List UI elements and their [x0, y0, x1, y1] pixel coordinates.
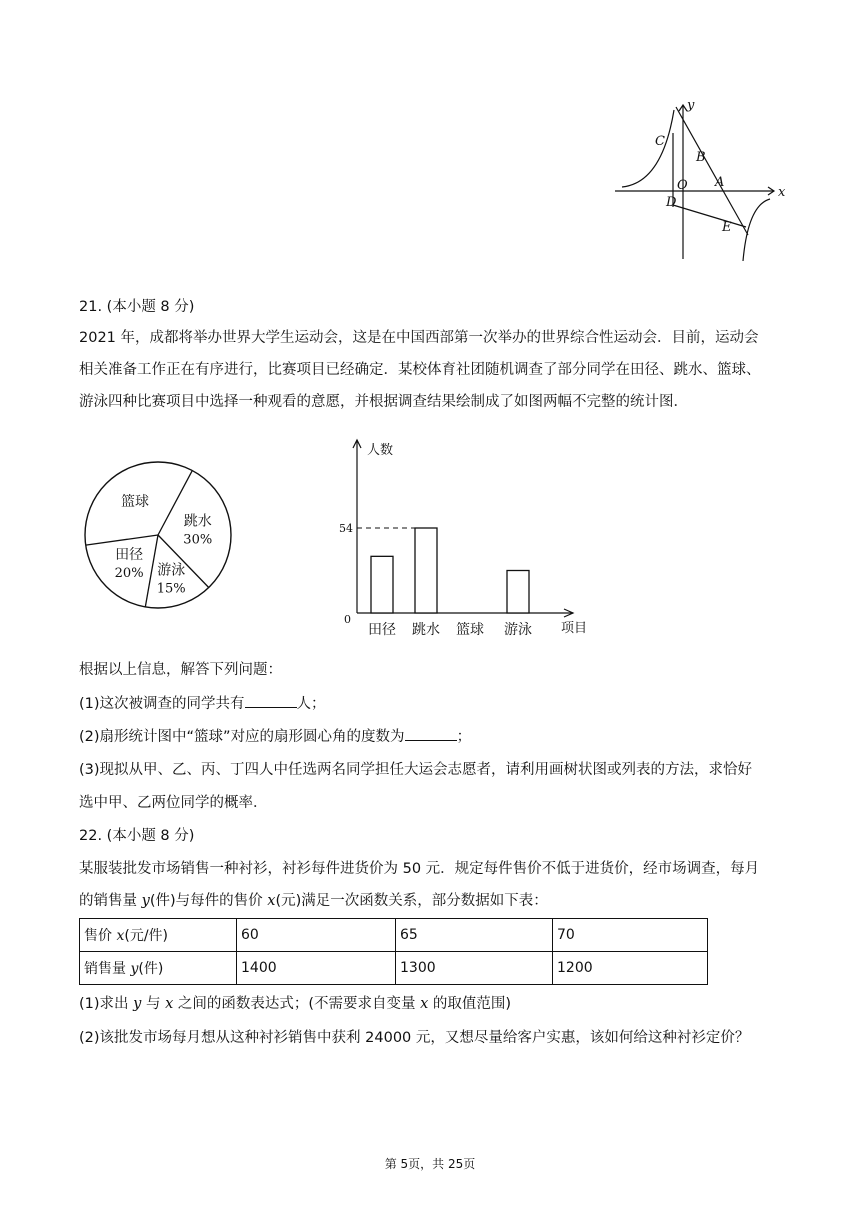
q22-sub1-x: x [165, 996, 174, 1012]
q21-sub2-blank[interactable] [405, 726, 457, 741]
q22-sub1-x2: x [420, 996, 429, 1012]
q21-sub1-blank[interactable] [245, 693, 297, 708]
pie-slice-label: 田径 [115, 546, 144, 563]
table-row [80, 919, 708, 952]
pie-slice-percent: 20% [114, 565, 144, 581]
q21-stem-line-1: 2021 年，成都将举办世界大学生运动会，这是在中国西部第一次举办的世界综合性运动会．目前，运动会 [79, 330, 759, 346]
bar [371, 556, 393, 613]
bar-category-label: 田径 [368, 622, 396, 638]
q22-sub2: (2)该批发市场每月想从这种衬衫销售中获利 24000 元，又想尽量给客户实惠，该如何给这种衬衫定价？ [79, 1030, 750, 1046]
q22-sub1 [79, 994, 511, 1014]
q21-sub1 [79, 693, 326, 714]
line-de [673, 205, 746, 227]
pie-slice-label: 游泳 [157, 562, 186, 579]
q22-sub1-c: 之间的函数表达式；(不需要求自变量 [173, 996, 421, 1012]
label-a: A [715, 175, 725, 190]
bar-x-label: 项目 [561, 621, 588, 636]
table-cell: 1200 [553, 952, 708, 985]
q21-sub3-line-1: (3)现拟从甲、乙、丙、丁四人中任选两名同学担任大运会志愿者，请利用画树状图或列表的方法，求恰好 [79, 762, 753, 778]
q22-stem-line-1: 某服装批发市场销售一种衬衫，衬衫每件进货价为 50 元．规定每件售价不低于进货价，经市场调查，每月 [79, 861, 760, 877]
q22-sub1-y: y [133, 996, 142, 1012]
table-cell: 65 [396, 919, 553, 952]
label-o: O [677, 178, 688, 193]
bar-category-label: 跳水 [412, 622, 440, 638]
bar-category-label: 篮球 [456, 622, 484, 638]
pie-slice-label: 篮球 [120, 494, 149, 511]
pie-slice-percent: 30% [183, 532, 213, 548]
q21-sub2-after: ； [456, 729, 472, 745]
table-cell: 1400 [237, 952, 396, 985]
bar [507, 571, 529, 614]
q22-stem-2a: 的销售量 [79, 893, 142, 909]
bar-tick-label: 54 [339, 522, 353, 535]
hyperbola-right-branch [743, 199, 770, 261]
label-d: D [666, 195, 677, 210]
label-b: B [696, 150, 706, 165]
bar-chart [335, 432, 595, 642]
table-cell-price-label: 售价 x(元/件) [80, 919, 237, 952]
price-sales-table [79, 918, 708, 985]
pie-slice-percent: 15% [156, 581, 186, 597]
table-cell-sales-label: 销售量 y(件) [80, 952, 237, 985]
q22-var-y: y [141, 893, 150, 909]
q22-sub1-d: 的取值范围) [428, 996, 512, 1012]
pie-slice-label: 跳水 [183, 513, 212, 530]
q21-stem-line-3: 游泳四种比赛项目中选择一种观看的意愿，并根据调查结果绘制成了如图两幅不完整的统计图． [79, 394, 688, 410]
q22-header: 22. (本小题 8 分) [79, 828, 195, 844]
page-footer: 第 5页，共 25页 [384, 1157, 476, 1171]
q21-stem-line-2: 相关准备工作正在有序进行，比赛项目已经确定．某校体育社团随机调查了部分同学在田径、跳水、篮球、 [79, 362, 761, 378]
line-cab [676, 107, 748, 235]
bar-category-label: 游泳 [504, 622, 532, 638]
hyperbola-left-branch [622, 110, 674, 187]
label-c: C [655, 134, 665, 149]
q22-var-x: x [267, 893, 276, 909]
label-x: x [778, 185, 786, 200]
table-cell: 1300 [396, 952, 553, 985]
q22-stem-2b: (件)与每件的售价 [149, 893, 268, 909]
bar-tick-label: 0 [344, 613, 351, 626]
hyperbola-figure [610, 95, 795, 265]
bar-y-label: 人数 [367, 443, 394, 458]
q21-sub2-before: (2)扇形统计图中“篮球”对应的扇形圆心角的度数为 [79, 729, 405, 745]
q21-sub1-before: (1)这次被调查的同学共有 [79, 696, 245, 712]
table-cell: 70 [553, 919, 708, 952]
q22-stem-line-2 [79, 891, 548, 911]
q21-after-charts: 根据以上信息，解答下列问题： [79, 662, 282, 678]
q21-sub1-after: 人； [296, 696, 326, 712]
bar [415, 528, 437, 613]
label-y: y [687, 98, 695, 113]
q21-header: 21. (本小题 8 分) [79, 299, 195, 315]
q22-stem-2c: (元)满足一次函数关系，部分数据如下表： [275, 893, 548, 909]
q22-sub1-a: (1)求出 [79, 996, 134, 1012]
table-cell: 60 [237, 919, 396, 952]
q21-sub2 [79, 726, 471, 747]
q21-sub3-line-2: 选中甲、乙两位同学的概率． [79, 795, 268, 811]
label-e: E [722, 220, 732, 235]
table-row [80, 952, 708, 985]
pie-slice-boundary [86, 535, 158, 545]
q22-sub1-b: 与 [141, 996, 166, 1012]
pie-chart [78, 455, 238, 615]
